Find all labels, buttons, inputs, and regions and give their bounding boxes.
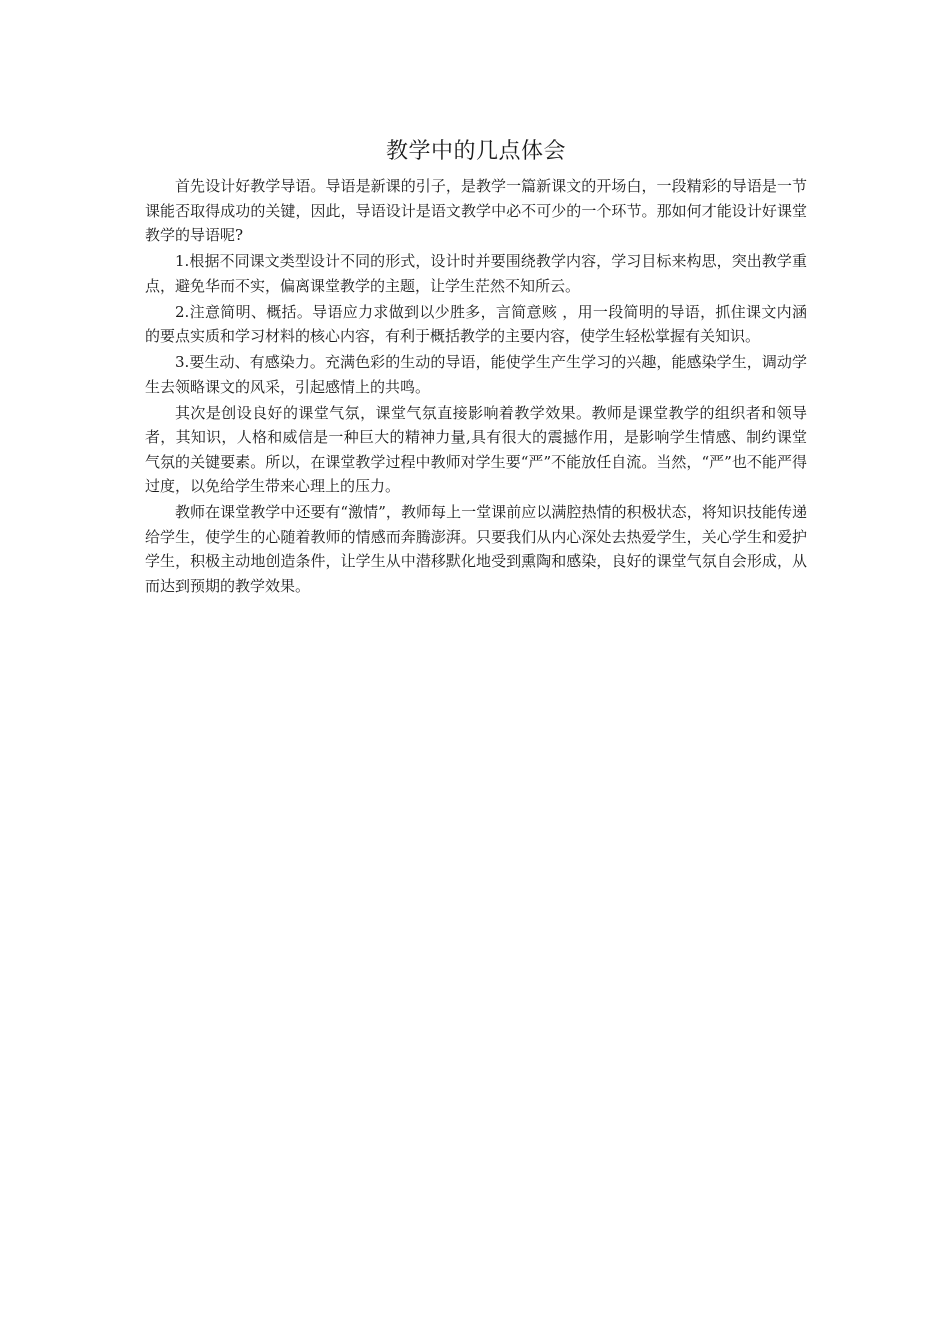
paragraph-point-3: 3.要生动、有感染力。充满色彩的生动的导语，能使学生产生学习的兴趣，能感染学生，调动学生去领略课文的风采，引起感情上的共鸣。 — [145, 353, 807, 396]
paragraph-teacher-passion: 教师在课堂教学中还要有“激情”，教师每上一堂课前应以满腔热情的积极状态，将知识技能传递给学生，使学生的心随着教师的情感而奔腾澎湃。只要我们从内心深处去热爱学生，关心学生和爱护学生，积极主动地创造条件，让学生从中潜移默化地受到熏陶和感染，良好的课堂气氛自会形成，从而达到预期的教学效果。 — [145, 503, 807, 595]
paragraph-classroom-atmosphere: 其次是创设良好的课堂气氛，课堂气氛直接影响着教学效果。教师是课堂教学的组织者和领导者，其知识，人格和威信是一种巨大的精神力量,具有很大的震撼作用，是影响学生情感、制约课堂气氛的关键要素。所以，在课堂教学过程中教师对学生要“严”不能放任自流。当然，“严”也不能严得过度，以免给学生带来心理上的压力。 — [145, 403, 807, 495]
document-title: 教学中的几点体会 — [385, 139, 566, 164]
paragraph-point-1: 1.根据不同课文类型设计不同的形式，设计时并要围绕教学内容，学习目标来构思，突出教学重点，避免华而不实，偏离课堂教学的主题，让学生茫然不知所云。 — [145, 252, 807, 295]
document-body — [145, 132, 807, 600]
paragraph-point-2: 2.注意简明、概括。导语应力求做到以少胜多，言简意赅 ，用一段简明的导语，抓住课文内涵的要点实质和学习材料的核心内容，有利于概括教学的主要内容，使学生轻松掌握有关知识。 — [145, 302, 807, 345]
paragraph-intro: 首先设计好教学导语。导语是新课的引子，是教学一篇新课文的开场白，一段精彩的导语是一节课能否取得成功的关键，因此，导语设计是语文教学中必不可少的一个环节。那如何才能设计好课堂教学的导语呢? — [145, 177, 807, 244]
